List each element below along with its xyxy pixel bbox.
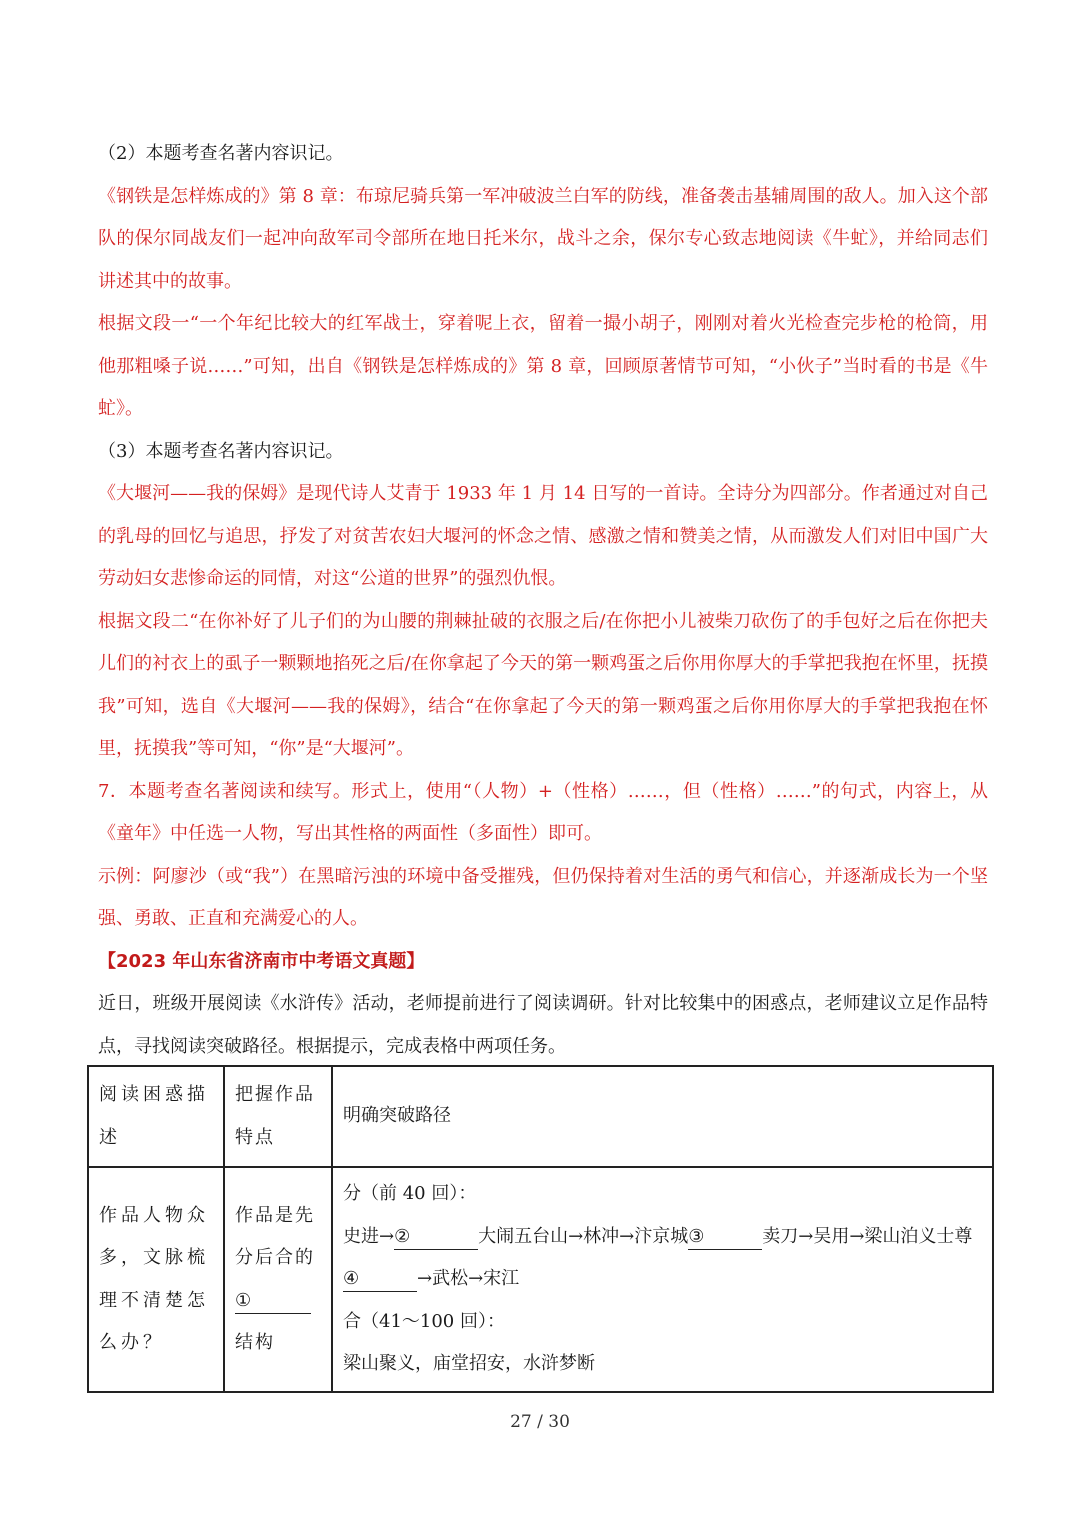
fen-sequence <box>343 1216 982 1301</box>
answer-blank-4[interactable]: ④ <box>343 1267 417 1292</box>
question-intro: 近日，班级开展阅读《水浒传》活动，老师提前进行了阅读调研。针对比较集中的困惑点，老师建议立足作品特点，寻找阅读突破路径。根据提示，完成表格中两项任务。 <box>98 993 988 1057</box>
cell-confusion-description: 作品人物众多，文脉梳理不清楚怎么办？ <box>88 1167 224 1392</box>
q3-body: 《大堰河——我的保姆》是现代诗人艾青于 1933 年 1 月 14 日写的一首诗。全诗分为四部分。作者通过对自己的乳母的回忆与追思，抒发了对贫苦农妇大堰河的怀念之情、感激之情和赞美之情，从而激发人们对旧中国广大劳动妇女悲惨命运的同情，对这“公道的世界”的强烈仇恨。 <box>98 483 988 589</box>
header-breakthrough-path: 明确突破路径 <box>332 1066 993 1167</box>
features-text: 作品是先分后合的 <box>235 1204 315 1268</box>
table-header-row <box>88 1066 993 1167</box>
seq-segment-4: →武松→宋江 <box>417 1268 520 1290</box>
document-body <box>98 133 988 1068</box>
he-content: 梁山聚义，庙堂招安，水浒梦断 <box>343 1353 595 1375</box>
he-label: 合（41～100 回）： <box>343 1310 505 1332</box>
features-suffix: 结构 <box>235 1332 275 1353</box>
answer-blank-1[interactable]: ① <box>235 1289 311 1314</box>
seq-segment-3: 卖刀→吴用→梁山泊义士尊 <box>762 1225 973 1247</box>
cell-work-features <box>224 1167 332 1392</box>
page-number: 27 / 30 <box>510 1412 570 1432</box>
table-row <box>88 1167 993 1392</box>
q3-analysis: 根据文段二“在你补好了儿子们的为山腰的荆棘扯破的衣服之后/在你把小儿被柴刀砍伤了的手包好之后在你把夫儿们的衬衣上的虱子一颗颗地掐死之后/在你拿起了今天的第一颗鸡蛋之后你用你厚大的手掌把我抱在怀里，抚摸我”可知，选自《大堰河——我的保姆》，结合“在你拿起了今天的第一颗鸡蛋之后你用你厚大的手掌把我抱在怀里，抚摸我”等可知，“你”是“大堰河”。 <box>98 610 988 759</box>
q2-analysis: 根据文段一“一个年纪比较大的红军战士，穿着呢上衣，留着一撮小胡子，刚刚对着火光检查完步枪的枪筒，用他那粗嗓子说……”可知，出自《钢铁是怎样炼成的》第 8 章，回顾原著情节可知，“小伙子”当时看的书是《牛虻》。 <box>98 313 988 419</box>
seq-segment-1: 史进→ <box>343 1225 395 1247</box>
seq-segment-2: 大闹五台山→林冲→汴京城 <box>478 1225 689 1247</box>
cell-breakthrough-path <box>332 1167 993 1392</box>
header-work-features: 把握作品特点 <box>224 1066 332 1167</box>
q7-answer: 7．本题考查名著阅读和续写。形式上，使用“（人物）+（性格）……，但（性格）……”的句式，内容上，从《童年》中任选一人物，写出其性格的两面性（多面性）即可。 <box>98 780 988 844</box>
q2-body: 《钢铁是怎样炼成的》第 8 章：布琼尼骑兵第一军冲破波兰白军的防线，准备袭击基辅周围的敌人。加入这个部队的保尔同战友们一起冲向敌军司令部所在地日托米尔，战斗之余，保尔专心致志地阅读《牛虻》，并给同志们讲述其中的故事。 <box>98 185 988 292</box>
q2-intro: （2）本题考查名著内容识记。 <box>98 143 344 164</box>
answer-blank-3[interactable]: ③ <box>688 1225 762 1250</box>
exam-heading: 【2023 年山东省济南市中考语文真题】 <box>98 950 425 972</box>
answer-blank-2[interactable]: ② <box>394 1225 478 1250</box>
q7-example: 示例：阿廖沙（或“我”）在黑暗污浊的环境中备受摧残，但仍保持着对生活的勇气和信心，并逐渐成长为一个坚强、勇敢、正直和充满爱心的人。 <box>98 865 988 929</box>
q3-intro: （3）本题考查名著内容识记。 <box>98 440 344 462</box>
header-confusion-description: 阅读困惑描述 <box>88 1066 224 1167</box>
reading-task-table <box>87 1065 994 1393</box>
fen-label: 分（前 40 回）： <box>343 1183 477 1205</box>
